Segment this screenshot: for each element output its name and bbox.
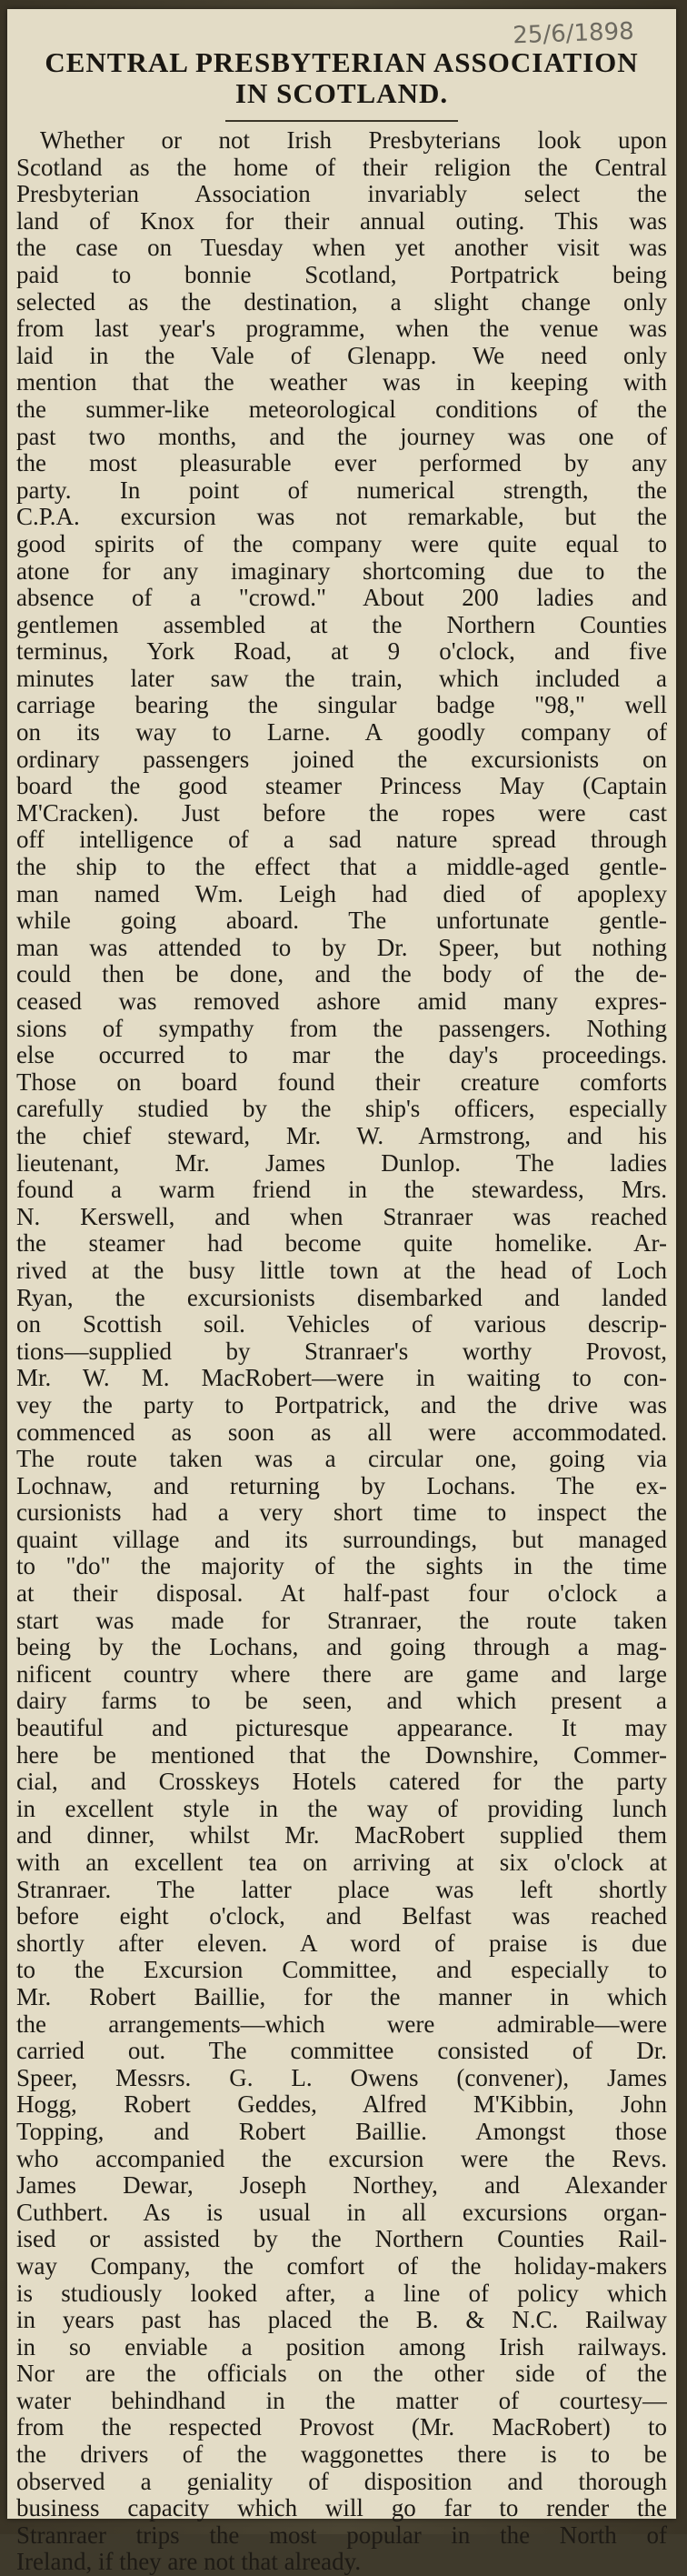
article-line: board the good steamer Princess May (Captain — [16, 773, 667, 800]
article-line: past two months, and the journey was one of — [16, 423, 667, 450]
newspaper-clipping — [7, 9, 676, 2576]
article-line: Mr. Robert Baillie, for the manner in which — [16, 1983, 667, 2010]
article-line: Mr. W. M. MacRobert—were in waiting to con- — [16, 1365, 667, 1392]
article-line: way Company, the comfort of the holiday-makers — [16, 2252, 667, 2280]
article-line: in excellent style in the way of providing lunch — [16, 1795, 667, 1822]
headline-line: CENTRAL PRESBYTERIAN ASSOCIATION — [45, 46, 639, 78]
article-line: Presbyterian Association invariably select the — [16, 181, 667, 208]
article-line: at their disposal. At half-past four o'clock a — [16, 1580, 667, 1608]
article-line: from last year's programme, when the venue was — [16, 316, 667, 343]
article-line: C.P.A. excursion was not remarkable, but the — [16, 504, 667, 531]
article-line: dairy farms to be seen, and which present a — [16, 1688, 667, 1715]
article-line: ised or assisted by the Northern Counties Rail- — [16, 2226, 667, 2253]
article-line: terminus, York Road, at 9 o'clock, and five — [16, 638, 667, 666]
article-line: on its way to Larne. A goodly company of — [16, 719, 667, 747]
article-line: the arrangements—which were admirable—were — [16, 2010, 667, 2038]
article-line: who accompanied the excursion were the Revs. — [16, 2145, 667, 2172]
headline-line: IN SCOTLAND. — [234, 77, 449, 109]
article-line: cursionists had a very short time to inspect the — [16, 1499, 667, 1527]
article-line: sions of sympathy from the passengers. Nothing — [16, 1015, 667, 1042]
article-line: nificent country where there are game and large — [16, 1660, 667, 1688]
article-line: the ship to the effect that a middle-aged gentle- — [16, 854, 667, 881]
article-line: man named Wm. Leigh had died of apoplexy — [16, 880, 667, 907]
article-line: The route taken was a circular one, going via — [16, 1446, 667, 1473]
article-line: found a warm friend in the stewardess, Mrs. — [16, 1177, 667, 1204]
article-line: commenced as soon as all were accommodated. — [16, 1418, 667, 1446]
article-line: M'Cracken). Just before the ropes were cast — [16, 799, 667, 827]
article-line: to the Excursion Committee, and especially to — [16, 1957, 667, 1984]
article-line: man was attended to by Dr. Speer, but nothing — [16, 934, 667, 961]
article-line: Lochnaw, and returning by Lochans. The ex- — [16, 1472, 667, 1499]
article-line: carefully studied by the ship's officers, especially — [16, 1096, 667, 1123]
article-line: the drivers of the waggonettes there is to be — [16, 2441, 667, 2469]
article-line: on Scottish soil. Vehicles of various descrip- — [16, 1311, 667, 1338]
article-line: to "do" the majority of the sights in the time — [16, 1553, 667, 1580]
article-line: in years past has placed the B. & N.C. Railway — [16, 2307, 667, 2334]
article-line: ordinary passengers joined the excursionists on — [16, 746, 667, 773]
article-line: beautiful and picturesque appearance. It may — [16, 1715, 667, 1742]
article-line: N. Kerswell, and when Stranraer was reached — [16, 1203, 667, 1230]
article-line: the case on Tuesday when yet another visit was — [16, 235, 667, 262]
article-line: Topping, and Robert Baillie. Amongst those — [16, 2118, 667, 2145]
article-line: could then be done, and the body of the de- — [16, 961, 667, 988]
article-body — [16, 127, 667, 2576]
article-line: being by the Lochans, and going through a mag- — [16, 1634, 667, 1661]
article-line: observed a geniality of disposition and thorough — [16, 2468, 667, 2495]
article-line: before eight o'clock, and Belfast was reached — [16, 1903, 667, 1930]
article-line: shortly after eleven. A word of praise is due — [16, 1929, 667, 1957]
article-line: while going aboard. The unfortunate gentle- — [16, 907, 667, 935]
article-line: land of Knox for their annual outing. This was — [16, 207, 667, 235]
article-line: mention that the weather was in keeping with — [16, 369, 667, 396]
article-line: Hogg, Robert Geddes, Alfred M'Kibbin, John — [16, 2091, 667, 2119]
article-line: carriage bearing the singular badge "98," well — [16, 692, 667, 719]
article-line: carried out. The committee consisted of Dr. — [16, 2038, 667, 2065]
article-line: water behindhand in the matter of courtesy— — [16, 2387, 667, 2414]
headline-rule — [225, 120, 458, 122]
article-line: from the respected Provost (Mr. MacRobert) to — [16, 2414, 667, 2441]
article-line: in so enviable a position among Irish railways. — [16, 2333, 667, 2360]
article-line: is studiously looked after, a line of policy which — [16, 2280, 667, 2307]
article-line: the chief steward, Mr. W. Armstrong, and his — [16, 1122, 667, 1149]
article-line: rived at the busy little town at the head of Loch — [16, 1257, 667, 1284]
article-line: gentlemen assembled at the Northern Counties — [16, 611, 667, 638]
article-line: Those on board found their creature comforts — [16, 1068, 667, 1096]
article-line: selected as the destination, a slight change only — [16, 288, 667, 316]
article-line: and dinner, whilst Mr. MacRobert supplied them — [16, 1822, 667, 1849]
article-line: the summer-like meteorological conditions of the — [16, 396, 667, 423]
article-line: Nor are the officials on the other side of the — [16, 2360, 667, 2388]
article-line: business capacity which will go far to render the — [16, 2495, 667, 2522]
article-line: start was made for Stranraer, the route taken — [16, 1607, 667, 1634]
article-line: cial, and Crosskeys Hotels catered for the party — [16, 1769, 667, 1796]
article-line: absence of a "crowd." About 200 ladies and — [16, 585, 667, 612]
article-line: the most pleasurable ever performed by any — [16, 450, 667, 477]
article-line: Speer, Messrs. G. L. Owens (convener), James — [16, 2064, 667, 2091]
article-line: with an excellent tea on arriving at six o'clock at — [16, 1849, 667, 1876]
article-line: lieutenant, Mr. James Dunlop. The ladies — [16, 1149, 667, 1177]
article-line: minutes later saw the train, which included a — [16, 665, 667, 692]
article-line: quaint village and its surroundings, but managed — [16, 1526, 667, 1553]
article-line: off intelligence of a sad nature spread through — [16, 827, 667, 854]
article-line: Whether or not Irish Presbyterians look upon — [40, 127, 667, 154]
article-line: good spirits of the company were quite equal to — [16, 530, 667, 557]
article-line: atone for any imaginary shortcoming due to the — [16, 557, 667, 585]
article-line: Scotland as the home of their religion the Central — [16, 154, 667, 181]
article-line: Ryan, the excursionists disembarked and landed — [16, 1284, 667, 1311]
article-line: James Dewar, Joseph Northey, and Alexander — [16, 2172, 667, 2200]
article-line: vey the party to Portpatrick, and the drive was — [16, 1391, 667, 1418]
article-line: party. In point of numerical strength, the — [16, 476, 667, 504]
article-line: paid to bonnie Scotland, Portpatrick being — [16, 261, 667, 288]
article-line: laid in the Vale of Glenapp. We need only — [16, 342, 667, 369]
handwritten-date: 25/6/1898 — [512, 17, 635, 50]
article-line: else occurred to mar the day's proceedings. — [16, 1042, 667, 1069]
article-headline — [7, 47, 676, 109]
article-line: Stranraer trips the most popular in the North of — [16, 2521, 667, 2549]
article-line: here be mentioned that the Downshire, Commer- — [16, 1741, 667, 1769]
article-line: Stranraer. The latter place was left shortly — [16, 1876, 667, 1903]
article-line: Cuthbert. As is usual in all excursions organ- — [16, 2199, 667, 2226]
article-line: the steamer had become quite homelike. Ar- — [16, 1230, 667, 1258]
article-line: tions—supplied by Stranraer's worthy Provost, — [16, 1338, 667, 1365]
article-line: ceased was removed ashore amid many expres- — [16, 988, 667, 1015]
article-line: Ireland, if they are not that already. — [16, 2549, 362, 2576]
